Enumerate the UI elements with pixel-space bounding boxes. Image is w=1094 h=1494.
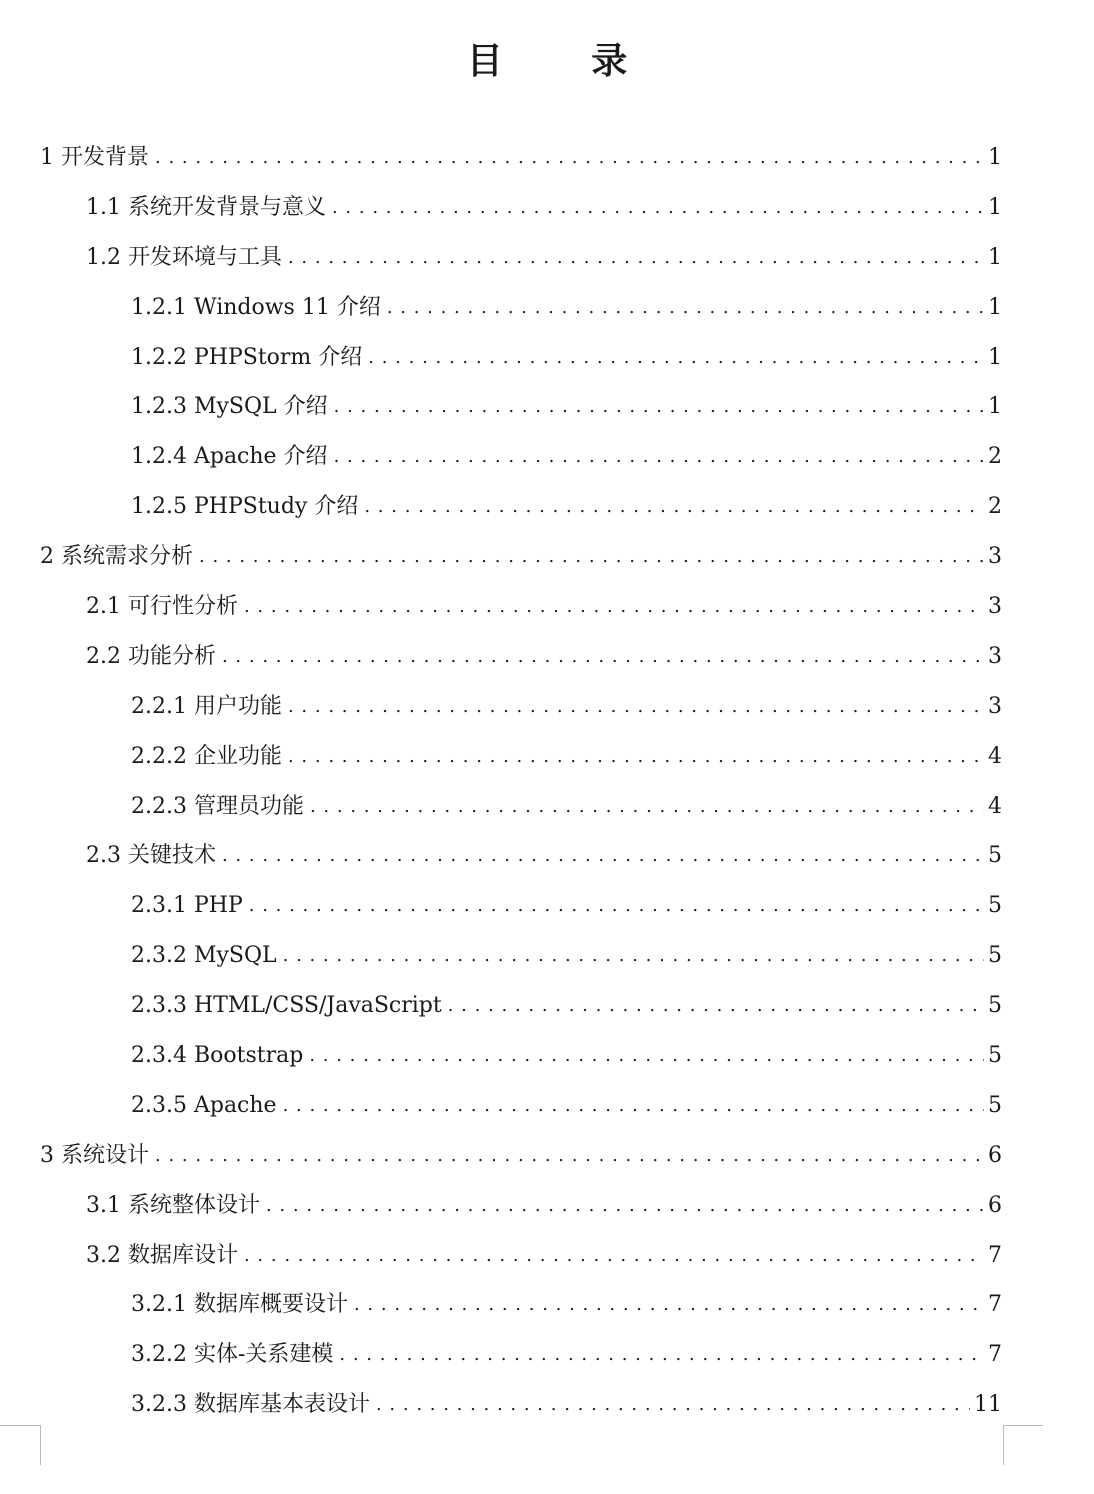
toc-entry-label: 3.2.1 数据库概要设计 [131, 1290, 350, 1320]
toc-entry[interactable] [0, 1231, 1094, 1281]
toc-page-number: 5 [984, 1041, 1002, 1071]
toc-title: 目 录 [466, 40, 666, 82]
toc-page-number: 1 [984, 193, 1002, 223]
toc-page-number: 1 [984, 343, 1002, 373]
toc-entry[interactable] [0, 1081, 1094, 1131]
toc-page-number: 7 [984, 1340, 1002, 1370]
toc-entry-label: 1.1 系统开发背景与意义 [86, 193, 328, 223]
toc-dot-leader [279, 1091, 984, 1121]
toc-entry-label: 3.1 系统整体设计 [86, 1191, 262, 1221]
toc-dot-leader [383, 293, 984, 323]
toc-dot-leader [350, 1290, 984, 1320]
toc-page-number: 6 [984, 1141, 1002, 1171]
toc-page-number: 3 [984, 692, 1002, 722]
toc-entry-label: 2.2.2 企业功能 [131, 742, 284, 772]
toc-entry-label: 3 系统设计 [40, 1141, 151, 1171]
toc-entry[interactable] [0, 133, 1094, 183]
toc-entry[interactable] [0, 482, 1094, 532]
toc-entry[interactable] [0, 981, 1094, 1031]
toc-entry-label: 2.3.5 Apache [131, 1091, 279, 1121]
toc-entry-label: 2.2.1 用户功能 [131, 692, 284, 722]
toc-dot-leader [364, 343, 984, 373]
toc-entry-label: 2.3.2 MySQL [131, 941, 279, 971]
toc-dot-leader [284, 692, 984, 722]
toc-page-number: 5 [984, 1091, 1002, 1121]
toc-dot-leader [284, 243, 984, 273]
toc-page-number: 5 [984, 891, 1002, 921]
toc-page-number: 3 [984, 592, 1002, 622]
toc-entry-label: 2.2 功能分析 [86, 642, 218, 672]
toc-dot-leader [444, 991, 984, 1021]
toc-entry-label: 2.1 可行性分析 [86, 592, 240, 622]
toc-page-number: 4 [984, 792, 1002, 822]
toc-entry[interactable] [0, 283, 1094, 333]
toc-entry-label: 2 系统需求分析 [40, 542, 195, 572]
toc-entry-label: 2.2.3 管理员功能 [131, 792, 306, 822]
toc-entry-label: 1.2.1 Windows 11 介绍 [131, 293, 383, 323]
toc-page-number: 1 [984, 392, 1002, 422]
toc-dot-leader [151, 1141, 984, 1171]
toc-entry[interactable] [0, 831, 1094, 881]
toc-page-number: 5 [984, 991, 1002, 1021]
toc-entry[interactable] [0, 233, 1094, 283]
toc-entry-label: 2.3.4 Bootstrap [131, 1041, 305, 1071]
toc-entry-label: 1.2.2 PHPStorm 介绍 [131, 343, 364, 373]
toc-entry[interactable] [0, 1131, 1094, 1181]
toc-entry-label: 2.3.3 HTML/CSS/JavaScript [131, 991, 444, 1021]
toc-entry[interactable] [0, 582, 1094, 632]
toc-entry[interactable] [0, 682, 1094, 732]
toc-entry-label: 2.3.1 PHP [131, 891, 245, 921]
toc-entry-label: 2.3 关键技术 [86, 841, 218, 871]
crop-mark-left-vertical [40, 1425, 41, 1465]
toc-page-number: 4 [984, 742, 1002, 772]
toc-entry-label: 1.2.3 MySQL 介绍 [131, 392, 330, 422]
toc-entry[interactable] [0, 532, 1094, 582]
toc-entry-label: 3.2.2 实体-关系建模 [131, 1340, 335, 1370]
toc-page-number: 1 [984, 293, 1002, 323]
toc-list [0, 133, 1094, 1430]
toc-entry[interactable] [0, 732, 1094, 782]
toc-page-number: 2 [984, 492, 1002, 522]
toc-page-number: 6 [984, 1191, 1002, 1221]
toc-entry-label: 3.2.3 数据库基本表设计 [131, 1390, 372, 1420]
toc-dot-leader [284, 742, 984, 772]
toc-dot-leader [240, 592, 984, 622]
toc-entry-label: 1.2.4 Apache 介绍 [131, 442, 330, 472]
toc-page-number: 1 [984, 143, 1002, 173]
toc-page-number: 1 [984, 243, 1002, 273]
toc-dot-leader [372, 1390, 970, 1420]
toc-dot-leader [360, 492, 984, 522]
crop-mark-left-horizontal [0, 1425, 40, 1426]
toc-entry[interactable] [0, 1280, 1094, 1330]
toc-entry[interactable] [0, 1330, 1094, 1380]
toc-entry[interactable] [0, 382, 1094, 432]
toc-entry[interactable] [0, 183, 1094, 233]
toc-dot-leader [328, 193, 984, 223]
toc-page-number: 11 [970, 1390, 1002, 1420]
toc-dot-leader [218, 841, 984, 871]
toc-entry-label: 3.2 数据库设计 [86, 1241, 240, 1271]
toc-entry[interactable] [0, 333, 1094, 383]
toc-entry[interactable] [0, 1181, 1094, 1231]
toc-page-number: 5 [984, 841, 1002, 871]
toc-dot-leader [330, 442, 984, 472]
toc-dot-leader [305, 1041, 984, 1071]
toc-entry[interactable] [0, 1380, 1094, 1430]
crop-mark-right-vertical [1003, 1425, 1004, 1465]
toc-entry-label: 1 开发背景 [40, 143, 151, 173]
crop-mark-right-horizontal [1003, 1425, 1043, 1426]
toc-dot-leader [330, 392, 984, 422]
toc-entry[interactable] [0, 931, 1094, 981]
toc-dot-leader [335, 1340, 984, 1370]
toc-entry[interactable] [0, 632, 1094, 682]
toc-page-number: 5 [984, 941, 1002, 971]
toc-dot-leader [151, 143, 984, 173]
toc-entry[interactable] [0, 1031, 1094, 1081]
toc-dot-leader [240, 1241, 984, 1271]
toc-entry-label: 1.2.5 PHPStudy 介绍 [131, 492, 360, 522]
toc-dot-leader [195, 542, 984, 572]
toc-page-number: 2 [984, 442, 1002, 472]
toc-entry[interactable] [0, 432, 1094, 482]
toc-entry[interactable] [0, 881, 1094, 931]
toc-dot-leader [262, 1191, 984, 1221]
toc-dot-leader [218, 642, 984, 672]
toc-entry[interactable] [0, 782, 1094, 832]
toc-entry-label: 1.2 开发环境与工具 [86, 243, 284, 273]
toc-page-number: 7 [984, 1290, 1002, 1320]
toc-page-number: 3 [984, 642, 1002, 672]
toc-dot-leader [279, 941, 984, 971]
toc-page-number: 3 [984, 542, 1002, 572]
toc-dot-leader [306, 792, 984, 822]
toc-page-number: 7 [984, 1241, 1002, 1271]
toc-dot-leader [245, 891, 984, 921]
